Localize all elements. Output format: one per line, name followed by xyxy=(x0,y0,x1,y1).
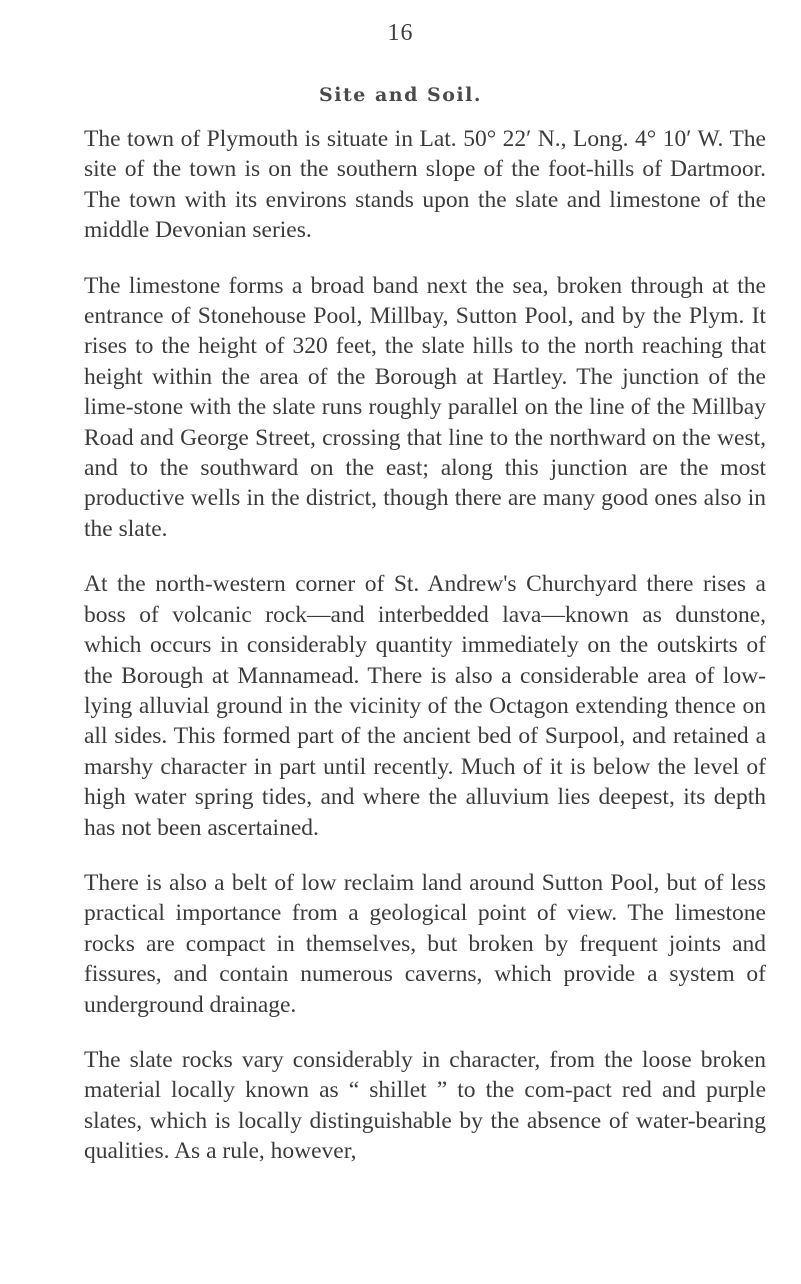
paragraph-reclaimed-land: There is also a belt of low reclaim land around Sutton Pool, but of less practical importance from a geological point of view. The limestone rocks are compact in themselves, but broken by frequent joints and fissures, and contain numerous caverns, which provide a system of underground drainage. xyxy=(84,869,766,1018)
body-text xyxy=(84,124,766,1167)
section-heading: Site and Soil. xyxy=(319,84,482,106)
paragraph-site: The town of Plymouth is situate in Lat. 50° 22′ N., Long. 4° 10′ W. The site of the town is on the southern slope of the foot-hills of Dartmoor. The town with its environs stands upon the slate and limestone of the middle Devonian series. xyxy=(84,126,766,244)
paragraph-slate-rocks: The slate rocks vary considerably in character, from the loose broken material locally known as “ shillet ” to the com-pact red and purple slates, which is locally distinguishable by the absence of water-bearing qualities. As a rule, however, xyxy=(84,1046,766,1165)
paragraph-limestone: The limestone forms a broad band next the sea, broken through at the entrance of Stonehouse Pool, Millbay, Sutton Pool, and by the Plym. It rises to the height of 320 feet, the slate hills to the north reaching that height within the area of the Borough at Hartley. The junction of the lime-stone with the slate runs roughly parallel on the line of the Millbay Road and George Street, crossing that line to the northward on the west, and to the southward on the east; along this junction are the most productive wells in the district, though there are many good ones also in the slate. xyxy=(84,272,766,542)
page-number: 16 xyxy=(387,20,414,46)
paragraph-volcanic-rock: At the north-western corner of St. Andrew's Churchyard there rises a boss of volcanic rock—and interbedded lava—known as dunstone, which occurs in considerably quantity immediately on the outskirts of the Borough at Mannamead. There is also a considerable area of low-lying alluvial ground in the vicinity of the Octagon extending thence on all sides. This formed part of the ancient bed of Surpool, and retained a marshy character in part until recently. Much of it is below the level of high water spring tides, and where the alluvium lies deepest, its depth has not been ascertained. xyxy=(84,571,766,841)
